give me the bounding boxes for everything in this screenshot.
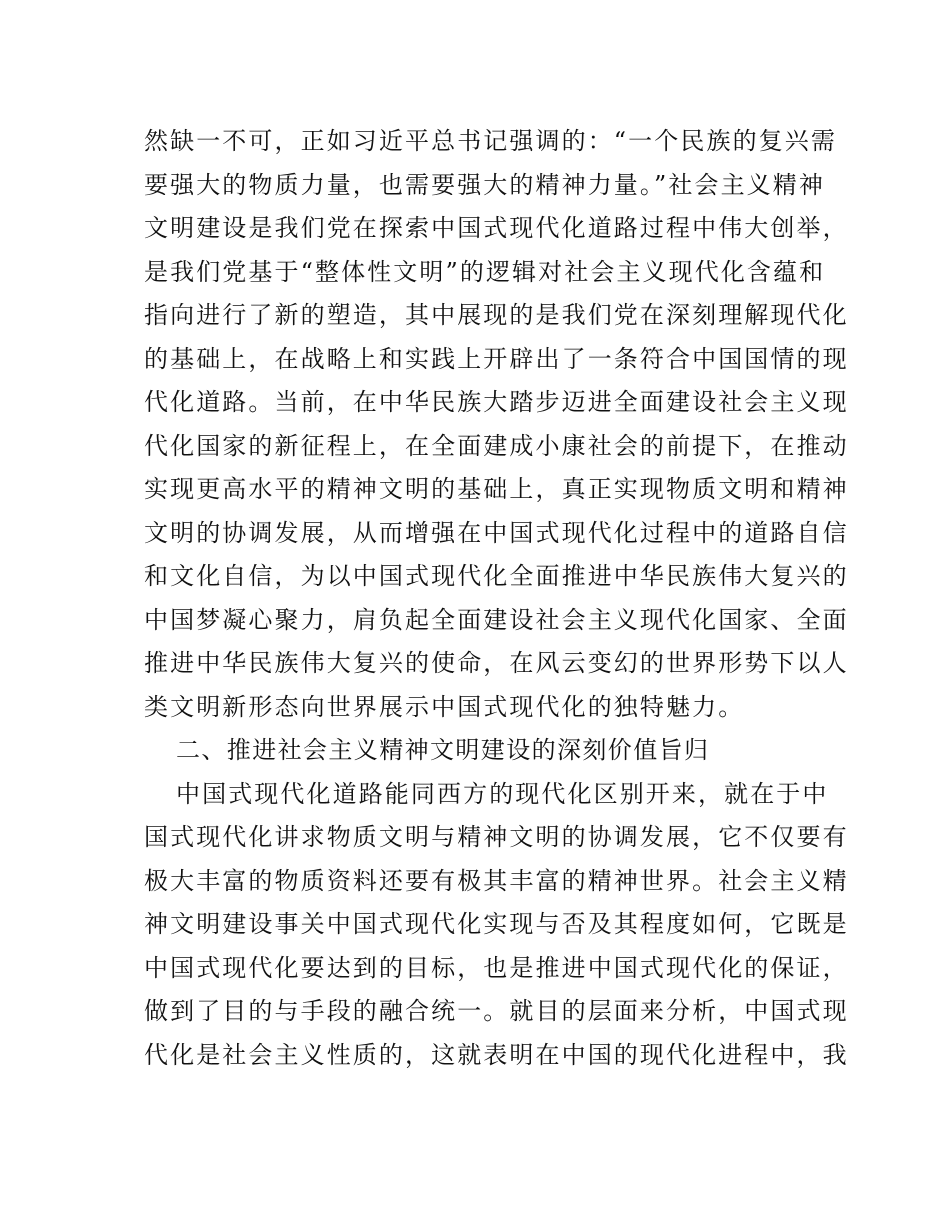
paragraph-line: 神文明建设事关中国式现代化实现与否及其程度如何，它既是 [144, 910, 849, 938]
paragraph-line: 和文化自信，为以中国式现代化全面推进中华民族伟大复兴的 [144, 562, 849, 590]
document-body [144, 120, 849, 1077]
paragraph-2 [144, 773, 849, 1078]
section-heading: 二、推进社会主义精神文明建设的深刻价值旨归 [176, 736, 710, 764]
paragraph-line: 极大丰富的物质资料还要有极其丰富的精神世界。社会主义精 [144, 866, 849, 895]
paragraph-line: 代化是社会主义性质的，这就表明在中国的现代化进程中，我 [144, 1040, 849, 1069]
paragraph-line: 的基础上，在战略上和实践上开辟出了一条符合中国国情的现 [144, 344, 849, 373]
paragraph-line: 实现更高水平的精神文明的基础上，真正实现物质文明和精神 [144, 475, 849, 503]
paragraph-line: 代化道路。当前，在中华民族大踏步迈进全面建设社会主义现 [144, 388, 849, 416]
paragraph-line: 做到了目的与手段的融合统一。就目的层面来分析，中国式现 [144, 997, 849, 1025]
paragraph-line: 中国式现代化要达到的目标，也是推进中国式现代化的保证， [144, 953, 849, 982]
paragraph-line: 代化国家的新征程上，在全面建成小康社会的前提下，在推动 [144, 431, 849, 460]
paragraph-line: 文明的协调发展，从而增强在中国式现代化过程中的道路自信 [144, 518, 849, 547]
paragraph-line: 然缺一不可，正如习近平总书记强调的：“一个民族的复兴需 [144, 127, 837, 155]
paragraph-line: 指向进行了新的塑造，其中展现的是我们党在深刻理解现代化 [144, 301, 849, 329]
paragraph-line: 中国梦凝心聚力，肩负起全面建设社会主义现代化国家、全面 [144, 605, 849, 634]
paragraph-line: 中国式现代化道路能同西方的现代化区别开来，就在于中 [176, 779, 829, 808]
paragraph-line: 要强大的物质力量，也需要强大的精神力量。”社会主义精神 [144, 170, 825, 199]
paragraph-line: 推进中华民族伟大复兴的使命，在风云变幻的世界形势下以人 [144, 649, 849, 677]
paragraph-line: 国式现代化讲求物质文明与精神文明的协调发展，它不仅要有 [144, 823, 849, 851]
paragraph-line: 是我们党基于“整体性文明”的逻辑对社会主义现代化含蕴和 [144, 257, 826, 286]
paragraph-1 [144, 120, 849, 729]
paragraph-line: 类文明新形态向世界展示中国式现代化的独特魅力。 [144, 692, 745, 721]
paragraph-line: 文明建设是我们党在探索中国式现代化道路过程中伟大创举， [144, 214, 849, 242]
